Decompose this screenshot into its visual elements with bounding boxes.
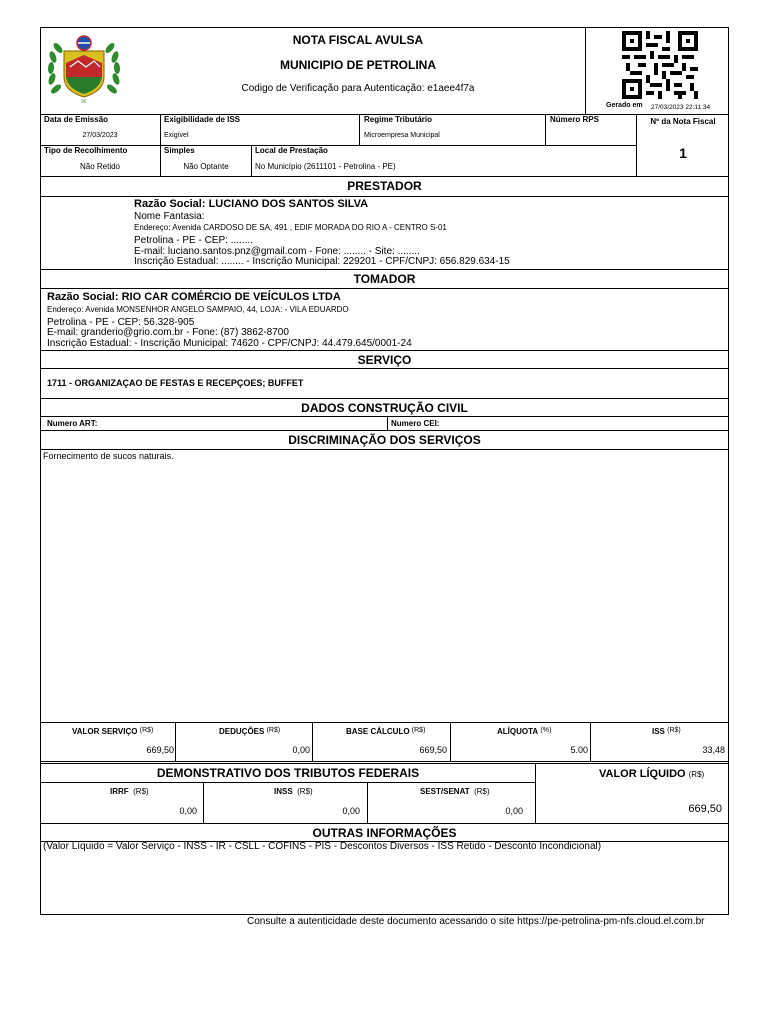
base-calculo-label: BASE CÁLCULO (R$) (346, 727, 426, 736)
prestador-endereco: Endereço: Avenida CARDOSO DE SA, 491 , EDIF MORADA DO RIO A - CENTRO S-01 (134, 223, 447, 232)
data-emissao-label: Data de Emissão (44, 115, 109, 124)
outras-texto: (Valor Líquido = Valor Serviço - INSS - IR - CSLL - COFINS - PIS - Descontos Diversos - ISS Retido - Desconto Incondicional) (43, 841, 602, 852)
tomador-heading: TOMADOR (353, 272, 416, 286)
tomador-cidade: Petrolina - PE - CEP: 56.328-905 (47, 317, 195, 328)
valor-servico-label: VALOR SERVIÇO (R$) (72, 727, 154, 736)
aliquota-label: ALÍQUOTA (%) (497, 727, 552, 736)
discriminacao-heading: DISCRIMINAÇÃO DOS SERVIÇOS (288, 433, 481, 447)
prestador-cidade: Petrolina - PE - CEP: ........ (134, 235, 253, 246)
numero-rps-label: Número RPS (550, 115, 599, 124)
tomador-razao: Razão Social: RIO CAR COMÉRCIO DE VEÍCULOS LTDA (47, 291, 341, 303)
tomador-contato: E-mail: granderio@grio.com.br - Fone: (87) 3862-8700 (47, 327, 289, 338)
exigibilidade-label: Exigibilidade de ISS (164, 115, 241, 124)
prestador-razao: Razão Social: LUCIANO DOS SANTOS SILVA (134, 198, 369, 210)
nota-label: Nº da Nota Fiscal (650, 117, 716, 126)
sest-senat-label: SEST/SENAT (R$) (420, 787, 490, 796)
deducoes-value: 0,00 (292, 745, 310, 755)
construcao-heading: DADOS CONSTRUÇÃO CIVIL (301, 401, 468, 415)
servico-heading: SERVIÇO (357, 353, 412, 367)
discriminacao-texto: Fornecimento de sucos naturais. (43, 451, 174, 461)
city-coat-of-arms (44, 33, 124, 105)
svg-text:PE: PE (81, 100, 87, 105)
qr-code (622, 31, 698, 99)
footer-authenticity: Consulte a autenticidade deste documento acessando o site https://pe-petrolina-pm-nfs.cloud.el.com.br (247, 916, 705, 927)
tomador-endereco: Endereço: Avenida MONSENHOR ANGELO SAMPAIO, 44, LOJA: - VILA EDUARDO (47, 305, 349, 314)
inss-label: INSS (R$) (274, 787, 313, 796)
regime-value: Microempresa Municipal (364, 132, 440, 139)
irrf-label: IRRF (R$) (110, 787, 149, 796)
iss-label: ISS (R$) (652, 727, 681, 736)
document-title: NOTA FISCAL AVULSA (292, 33, 424, 47)
regime-label: Regime Tributário (364, 115, 433, 124)
irrf-value: 0,00 (179, 806, 197, 816)
federais-heading: DEMONSTRATIVO DOS TRIBUTOS FEDERAIS (156, 766, 420, 780)
valor-servico-value: 669,50 (146, 745, 174, 755)
generated-at: 27/03/2023 22:11:34 (651, 104, 711, 111)
prestador-fantasia: Nome Fantasia: (134, 211, 205, 222)
base-calculo-value: 669,50 (419, 745, 447, 755)
numero-cei-label: Numero CEI: (391, 419, 440, 428)
exigibilidade-value: Exigível (164, 132, 189, 139)
simples-label: Simples (164, 146, 195, 155)
deducoes-label: DEDUÇÕES (R$) (219, 727, 281, 736)
valor-liquido-label: VALOR LÍQUIDO (R$) (599, 768, 705, 780)
municipality-name: MUNICIPIO DE PETROLINA (279, 58, 436, 72)
prestador-contato: E-mail: luciano.santos.pnz@gmail.com - Fone: ........ - Site: ........ (134, 246, 420, 257)
local-label: Local de Prestação (255, 146, 328, 155)
tipo-recolhimento-label: Tipo de Recolhimento (44, 146, 128, 155)
outras-heading: OUTRAS INFORMAÇÕES (312, 826, 457, 840)
verification-code: Codigo de Verificação para Autenticação: e1aee4f7a (241, 83, 475, 94)
local-value: No Município (2611101 - Petrolina - PE) (255, 162, 396, 171)
data-emissao-value: 27/03/2023 (82, 132, 118, 139)
sest-senat-value: 0,00 (505, 806, 523, 816)
tipo-recolhimento-value: Não Retido (79, 162, 121, 171)
servico-descricao: 1711 - ORGANIZAÇAO DE FESTAS E RECEPÇOES; BUFFET (47, 378, 304, 388)
tomador-inscricao: Inscrição Estadual: - Inscrição Municipal: 74620 - CPF/CNPJ: 44.479.645/0001-24 (47, 338, 412, 349)
generated-label: Gerado em (606, 102, 643, 109)
simples-value: Não Optante (183, 162, 229, 171)
iss-value: 33,48 (702, 745, 725, 755)
nota-number: 1 (679, 145, 687, 161)
prestador-heading: PRESTADOR (347, 179, 422, 193)
valor-liquido-value: 669,50 (688, 803, 722, 815)
inss-value: 0,00 (342, 806, 360, 816)
prestador-inscricao: Inscrição Estadual: ........ - Inscrição Municipal: 229201 - CPF/CNPJ: 656.829.634-15 (134, 256, 510, 267)
numero-art-label: Numero ART: (47, 419, 98, 428)
aliquota-value: 5.00 (570, 745, 588, 755)
